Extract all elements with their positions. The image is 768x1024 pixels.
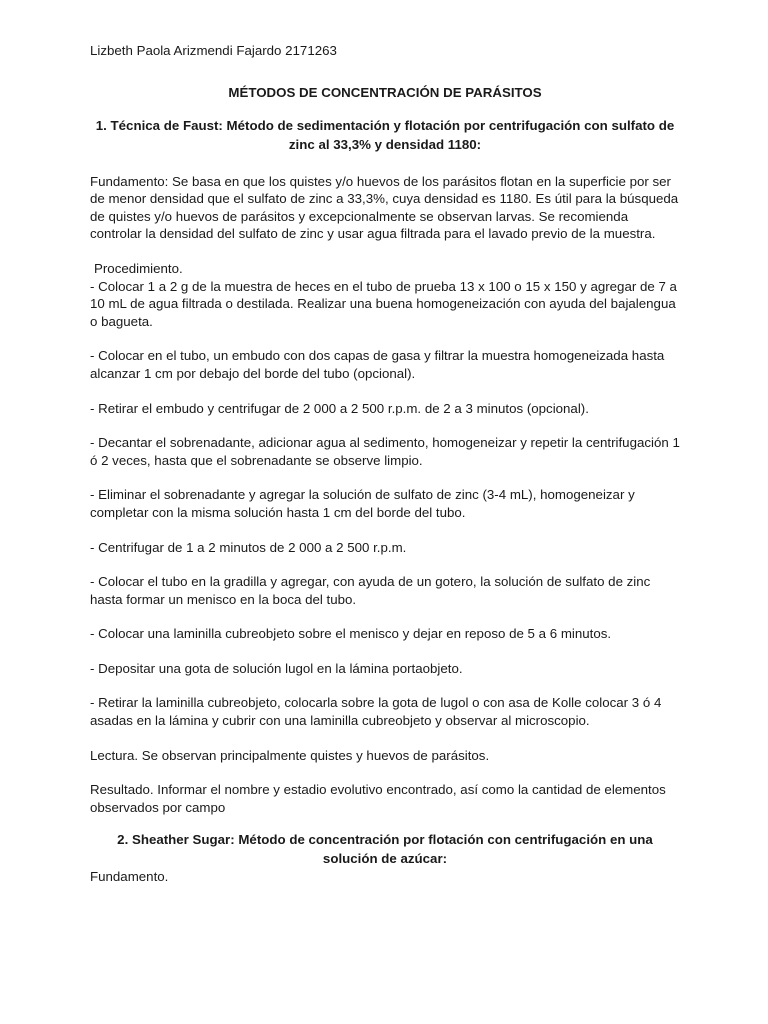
lectura-paragraph: Lectura. Se observan principalmente quistes y huevos de parásitos.: [90, 747, 490, 763]
procedure-step: - Centrifugar de 1 a 2 minutos de 2 000 a 2 500 r.p.m.: [90, 539, 407, 555]
author-line: Lizbeth Paola Arizmendi Fajardo 2171263: [90, 43, 337, 58]
document-title: MÉTODOS DE CONCENTRACIÓN DE PARÁSITOS: [228, 85, 542, 100]
section-2-fundamento: Fundamento.: [90, 869, 169, 885]
document-page: [90, 42, 680, 886]
procedure-step: - Eliminar el sobrenadante y agregar la solución de sulfato de zinc (3-4 mL), homogeneizar y completar con la misma solución hasta 1 cm del borde del tubo.: [90, 487, 635, 520]
procedure-step: - Retirar la laminilla cubreobjeto, colocarla sobre la gota de lugol o con asa de Kolle colocar 3 ó 4 asadas en la lámina y cubrir con una laminilla cubreobjeto y observar al microscopio.: [90, 695, 662, 729]
section-2-heading: 2. Sheather Sugar: Método de concentración por flotación con centrifugación en una solución de azúcar:: [117, 832, 653, 867]
procedure-step: - Colocar el tubo en la gradilla y agregar, con ayuda de un gotero, la solución de sulfato de zinc hasta formar un menisco en la boca del tubo.: [90, 574, 651, 607]
procedure-step: - Decantar el sobrenadante, adicionar agua al sedimento, homogeneizar y repetir la centrifugación 1 ó 2 veces, hasta que el sobrenadante se observe limpio.: [90, 435, 680, 468]
resultado-paragraph: Resultado. Informar el nombre y estadio evolutivo encontrado, así como la cantidad de elementos observados por campo: [90, 782, 666, 815]
procedure-step: - Retirar el embudo y centrifugar de 2 000 a 2 500 r.p.m. de 2 a 3 minutos (opcional).: [90, 400, 589, 416]
section-1-fundamento: Fundamento: Se basa en que los quistes y/o huevos de los parásitos flotan en la superficie por ser de menor densidad que el sulfato de zinc a 33,3%, cuya densidad es 1180. Es útil para la búsqueda de quistes y/o huevos de parásitos y excepcionalmente se observan larvas. Se recomienda controlar la densidad del sulfato de zinc y usar agua filtrada para el lavado previo de la muestra.: [90, 173, 679, 242]
procedure-step: - Colocar en el tubo, un embudo con dos capas de gasa y filtrar la muestra homogeneizada hasta alcanzar 1 cm por debajo del borde del tubo (opcional).: [90, 348, 665, 381]
procedimiento-label: Procedimiento.: [94, 260, 183, 276]
section-1-heading: 1. Técnica de Faust: Método de sedimentación y flotación por centrifugación con sulfato de zinc al 33,3% y densidad 1180:: [95, 117, 675, 152]
procedure-step: - Colocar 1 a 2 g de la muestra de heces en el tubo de prueba 13 x 100 o 15 x 150 y agregar de 7 a 10 mL de agua filtrada o destilada. Realizar una buena homogeneización con ayuda del bajalengua o bagueta.: [90, 278, 677, 329]
procedure-step: - Depositar una gota de solución lugol en la lámina portaobjeto.: [90, 660, 463, 676]
procedure-step: - Colocar una laminilla cubreobjeto sobre el menisco y dejar en reposo de 5 a 6 minutos.: [90, 626, 612, 642]
